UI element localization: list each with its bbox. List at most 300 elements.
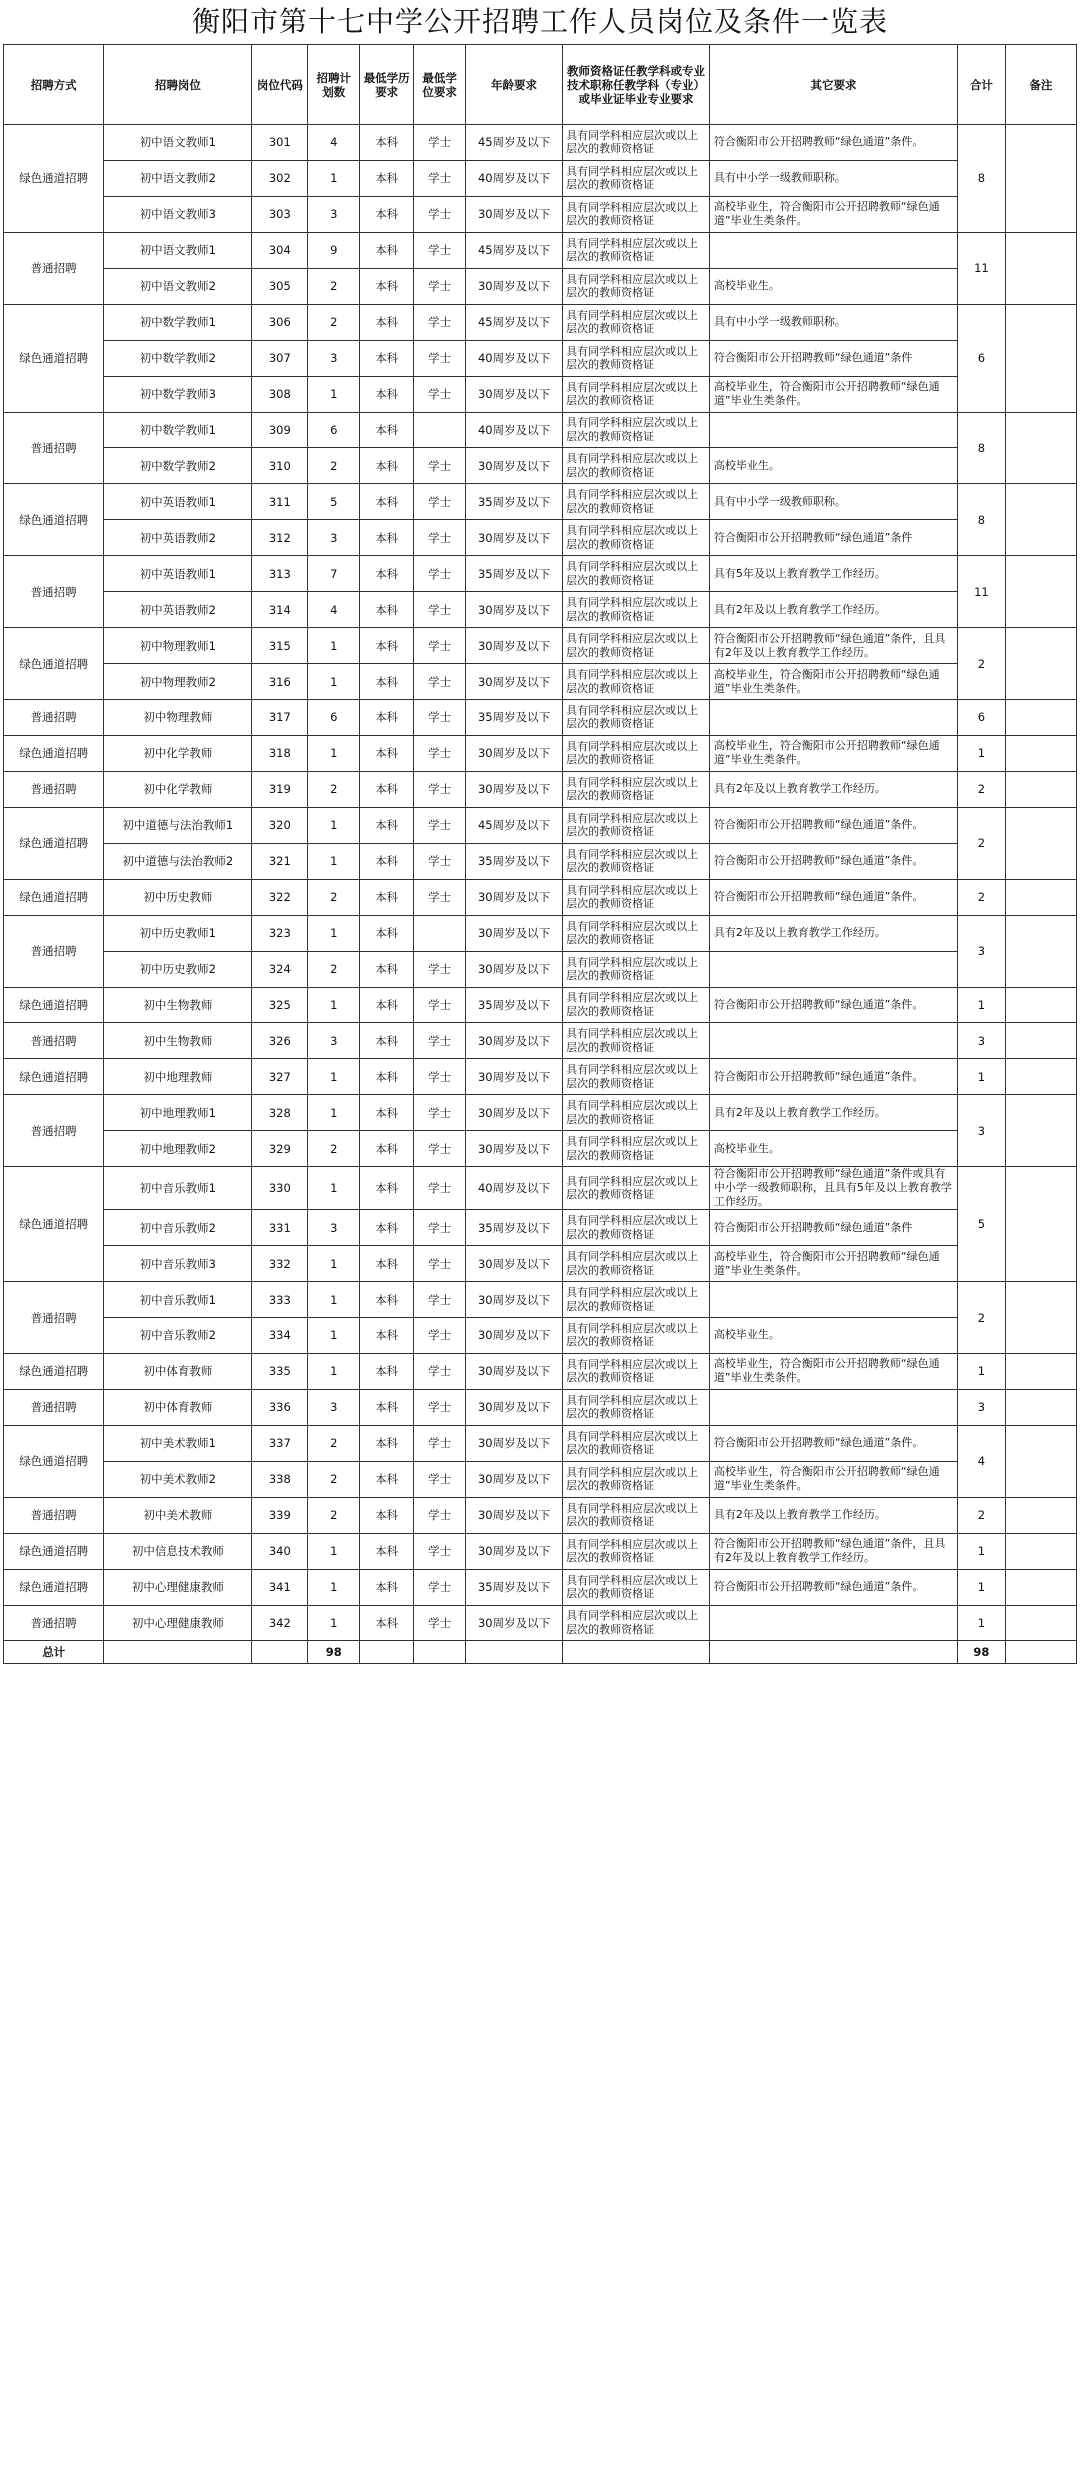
other-cell: 高校毕业生。 — [709, 268, 957, 304]
recruit-method-cell: 普通招聘 — [4, 412, 104, 484]
cert-cell: 具有同学科相应层次或以上层次的教师资格证 — [563, 1167, 710, 1210]
cert-cell: 具有同学科相应层次或以上层次的教师资格证 — [563, 664, 710, 700]
plan-cell: 3 — [308, 1210, 360, 1246]
table-row — [4, 1318, 1077, 1354]
cert-cell: 具有同学科相应层次或以上层次的教师资格证 — [563, 125, 710, 161]
post-cell: 初中信息技术教师 — [104, 1533, 252, 1569]
post-cell: 初中数学教师2 — [104, 340, 252, 376]
edu-cell: 本科 — [360, 771, 414, 807]
age-cell: 30周岁及以下 — [465, 1353, 562, 1389]
edu-cell: 本科 — [360, 879, 414, 915]
header-post: 招聘岗位 — [104, 45, 252, 125]
recruit-method-cell: 绿色通道招聘 — [4, 125, 104, 233]
code-cell: 334 — [252, 1318, 308, 1354]
degree-cell: 学士 — [414, 1461, 466, 1497]
degree-cell: 学士 — [414, 1605, 466, 1641]
degree-cell: 学士 — [414, 1318, 466, 1354]
edu-cell: 本科 — [360, 1497, 414, 1533]
group-sum-cell: 2 — [958, 879, 1005, 915]
other-cell: 高校毕业生，符合衡阳市公开招聘教师“绿色通道”毕业生类条件。 — [709, 376, 957, 412]
total-empty — [104, 1641, 252, 1664]
post-cell: 初中体育教师 — [104, 1389, 252, 1425]
code-cell: 330 — [252, 1167, 308, 1210]
recruit-method-cell: 绿色通道招聘 — [4, 807, 104, 879]
cert-cell: 具有同学科相应层次或以上层次的教师资格证 — [563, 268, 710, 304]
plan-cell: 2 — [308, 951, 360, 987]
plan-cell: 2 — [308, 1497, 360, 1533]
note-cell — [1005, 1425, 1076, 1497]
table-row — [4, 232, 1077, 268]
code-cell: 327 — [252, 1059, 308, 1095]
cert-cell: 具有同学科相应层次或以上层次的教师资格证 — [563, 1131, 710, 1167]
note-cell — [1005, 1167, 1076, 1282]
post-cell: 初中历史教师2 — [104, 951, 252, 987]
other-cell — [709, 1282, 957, 1318]
code-cell: 322 — [252, 879, 308, 915]
post-cell: 初中音乐教师1 — [104, 1282, 252, 1318]
degree-cell: 学士 — [414, 125, 466, 161]
edu-cell: 本科 — [360, 843, 414, 879]
plan-cell: 2 — [308, 1425, 360, 1461]
degree-cell — [414, 915, 466, 951]
table-row — [4, 1497, 1077, 1533]
table-row — [4, 1605, 1077, 1641]
post-cell: 初中英语教师2 — [104, 592, 252, 628]
header-note: 备注 — [1005, 45, 1076, 125]
code-cell: 342 — [252, 1605, 308, 1641]
plan-cell: 3 — [308, 340, 360, 376]
note-cell — [1005, 628, 1076, 700]
post-cell: 初中音乐教师3 — [104, 1246, 252, 1282]
other-cell: 具有2年及以上教育教学工作经历。 — [709, 1497, 957, 1533]
other-cell — [709, 951, 957, 987]
edu-cell: 本科 — [360, 807, 414, 843]
table-row — [4, 1210, 1077, 1246]
table-row — [4, 1095, 1077, 1131]
edu-cell: 本科 — [360, 735, 414, 771]
table-row — [4, 879, 1077, 915]
post-cell: 初中数学教师1 — [104, 412, 252, 448]
note-cell — [1005, 879, 1076, 915]
code-cell: 321 — [252, 843, 308, 879]
degree-cell: 学士 — [414, 1210, 466, 1246]
code-cell: 311 — [252, 484, 308, 520]
degree-cell: 学士 — [414, 592, 466, 628]
plan-cell: 6 — [308, 412, 360, 448]
other-cell: 符合衡阳市公开招聘教师“绿色通道”条件。 — [709, 125, 957, 161]
age-cell: 30周岁及以下 — [465, 448, 562, 484]
table-row — [4, 700, 1077, 736]
post-cell: 初中美术教师2 — [104, 1461, 252, 1497]
plan-cell: 1 — [308, 1282, 360, 1318]
degree-cell: 学士 — [414, 1167, 466, 1210]
table-row — [4, 196, 1077, 232]
table-row — [4, 735, 1077, 771]
plan-cell: 7 — [308, 556, 360, 592]
code-cell: 324 — [252, 951, 308, 987]
plan-cell: 2 — [308, 448, 360, 484]
cert-cell: 具有同学科相应层次或以上层次的教师资格证 — [563, 951, 710, 987]
table-row — [4, 1282, 1077, 1318]
post-cell: 初中历史教师1 — [104, 915, 252, 951]
plan-cell: 2 — [308, 1131, 360, 1167]
cert-cell: 具有同学科相应层次或以上层次的教师资格证 — [563, 735, 710, 771]
group-sum-cell: 6 — [958, 304, 1005, 412]
group-sum-cell: 6 — [958, 700, 1005, 736]
group-sum-cell: 8 — [958, 412, 1005, 484]
table-row — [4, 987, 1077, 1023]
header-edu: 最低学历要求 — [360, 45, 414, 125]
age-cell: 35周岁及以下 — [465, 1210, 562, 1246]
recruit-method-cell: 普通招聘 — [4, 915, 104, 987]
edu-cell: 本科 — [360, 592, 414, 628]
header-other: 其它要求 — [709, 45, 957, 125]
age-cell: 30周岁及以下 — [465, 1282, 562, 1318]
table-row — [4, 412, 1077, 448]
recruit-method-cell: 普通招聘 — [4, 232, 104, 304]
age-cell: 30周岁及以下 — [465, 196, 562, 232]
table-row — [4, 520, 1077, 556]
cert-cell: 具有同学科相应层次或以上层次的教师资格证 — [563, 843, 710, 879]
age-cell: 30周岁及以下 — [465, 268, 562, 304]
cert-cell: 具有同学科相应层次或以上层次的教师资格证 — [563, 592, 710, 628]
edu-cell: 本科 — [360, 340, 414, 376]
edu-cell: 本科 — [360, 484, 414, 520]
total-empty — [1005, 1641, 1076, 1664]
plan-cell: 1 — [308, 1605, 360, 1641]
plan-cell: 1 — [308, 160, 360, 196]
code-cell: 325 — [252, 987, 308, 1023]
age-cell: 30周岁及以下 — [465, 1095, 562, 1131]
header-code: 岗位代码 — [252, 45, 308, 125]
recruit-method-cell: 普通招聘 — [4, 700, 104, 736]
recruit-method-cell: 绿色通道招聘 — [4, 879, 104, 915]
age-cell: 30周岁及以下 — [465, 1497, 562, 1533]
post-cell: 初中语文教师2 — [104, 160, 252, 196]
degree-cell: 学士 — [414, 520, 466, 556]
table-row — [4, 340, 1077, 376]
edu-cell: 本科 — [360, 1605, 414, 1641]
post-cell: 初中物理教师1 — [104, 628, 252, 664]
recruit-method-cell: 普通招聘 — [4, 771, 104, 807]
post-cell: 初中生物教师 — [104, 987, 252, 1023]
plan-cell: 1 — [308, 664, 360, 700]
degree-cell: 学士 — [414, 1095, 466, 1131]
age-cell: 30周岁及以下 — [465, 735, 562, 771]
edu-cell: 本科 — [360, 304, 414, 340]
recruit-method-cell: 绿色通道招聘 — [4, 628, 104, 700]
code-cell: 335 — [252, 1353, 308, 1389]
total-empty — [252, 1641, 308, 1664]
recruit-method-cell: 普通招聘 — [4, 1282, 104, 1354]
table-row — [4, 160, 1077, 196]
age-cell: 30周岁及以下 — [465, 951, 562, 987]
code-cell: 308 — [252, 376, 308, 412]
other-cell: 符合衡阳市公开招聘教师“绿色通道”条件，且具有2年及以上教育教学工作经历。 — [709, 628, 957, 664]
edu-cell: 本科 — [360, 1059, 414, 1095]
post-cell: 初中语文教师1 — [104, 232, 252, 268]
age-cell: 45周岁及以下 — [465, 807, 562, 843]
cert-cell: 具有同学科相应层次或以上层次的教师资格证 — [563, 1605, 710, 1641]
cert-cell: 具有同学科相应层次或以上层次的教师资格证 — [563, 520, 710, 556]
group-sum-cell: 11 — [958, 556, 1005, 628]
recruit-method-cell: 绿色通道招聘 — [4, 1353, 104, 1389]
table-row — [4, 592, 1077, 628]
recruit-method-cell: 普通招聘 — [4, 1605, 104, 1641]
degree-cell: 学士 — [414, 1059, 466, 1095]
post-cell: 初中道德与法治教师2 — [104, 843, 252, 879]
other-cell: 符合衡阳市公开招聘教师“绿色通道”条件 — [709, 1210, 957, 1246]
total-empty — [563, 1641, 710, 1664]
post-cell: 初中数学教师3 — [104, 376, 252, 412]
plan-cell: 1 — [308, 843, 360, 879]
code-cell: 301 — [252, 125, 308, 161]
post-cell: 初中数学教师1 — [104, 304, 252, 340]
table-row — [4, 1533, 1077, 1569]
recruit-method-cell: 绿色通道招聘 — [4, 1569, 104, 1605]
recruit-method-cell: 绿色通道招聘 — [4, 1533, 104, 1569]
degree-cell: 学士 — [414, 951, 466, 987]
other-cell: 高校毕业生。 — [709, 1318, 957, 1354]
age-cell: 30周岁及以下 — [465, 1533, 562, 1569]
degree-cell — [414, 412, 466, 448]
note-cell — [1005, 735, 1076, 771]
code-cell: 315 — [252, 628, 308, 664]
table-row — [4, 484, 1077, 520]
plan-cell: 3 — [308, 1389, 360, 1425]
cert-cell: 具有同学科相应层次或以上层次的教师资格证 — [563, 628, 710, 664]
total-sum: 98 — [958, 1641, 1005, 1664]
table-row — [4, 1246, 1077, 1282]
post-cell: 初中物理教师 — [104, 700, 252, 736]
other-cell — [709, 1023, 957, 1059]
age-cell: 30周岁及以下 — [465, 915, 562, 951]
plan-cell: 2 — [308, 879, 360, 915]
code-cell: 329 — [252, 1131, 308, 1167]
other-cell: 具有中小学一级教师职称。 — [709, 304, 957, 340]
cert-cell: 具有同学科相应层次或以上层次的教师资格证 — [563, 556, 710, 592]
table-row — [4, 1131, 1077, 1167]
group-sum-cell: 8 — [958, 484, 1005, 556]
code-cell: 326 — [252, 1023, 308, 1059]
group-sum-cell: 3 — [958, 1023, 1005, 1059]
table-row — [4, 1425, 1077, 1461]
header-plan: 招聘计划数 — [308, 45, 360, 125]
degree-cell: 学士 — [414, 556, 466, 592]
cert-cell: 具有同学科相应层次或以上层次的教师资格证 — [563, 340, 710, 376]
group-sum-cell: 2 — [958, 628, 1005, 700]
age-cell: 35周岁及以下 — [465, 556, 562, 592]
code-cell: 304 — [252, 232, 308, 268]
recruit-method-cell: 普通招聘 — [4, 1023, 104, 1059]
degree-cell: 学士 — [414, 160, 466, 196]
other-cell: 具有2年及以上教育教学工作经历。 — [709, 592, 957, 628]
plan-cell: 1 — [308, 807, 360, 843]
degree-cell: 学士 — [414, 843, 466, 879]
edu-cell: 本科 — [360, 376, 414, 412]
other-cell: 具有中小学一级教师职称。 — [709, 160, 957, 196]
cert-cell: 具有同学科相应层次或以上层次的教师资格证 — [563, 412, 710, 448]
plan-cell: 1 — [308, 1095, 360, 1131]
note-cell — [1005, 1282, 1076, 1354]
note-cell — [1005, 1605, 1076, 1641]
cert-cell: 具有同学科相应层次或以上层次的教师资格证 — [563, 1533, 710, 1569]
post-cell: 初中音乐教师2 — [104, 1318, 252, 1354]
total-empty — [414, 1641, 466, 1664]
total-row — [4, 1641, 1077, 1664]
code-cell: 331 — [252, 1210, 308, 1246]
group-sum-cell: 1 — [958, 1353, 1005, 1389]
header-degree: 最低学位要求 — [414, 45, 466, 125]
edu-cell: 本科 — [360, 1389, 414, 1425]
edu-cell: 本科 — [360, 664, 414, 700]
age-cell: 30周岁及以下 — [465, 628, 562, 664]
plan-cell: 6 — [308, 700, 360, 736]
cert-cell: 具有同学科相应层次或以上层次的教师资格证 — [563, 1389, 710, 1425]
degree-cell: 学士 — [414, 1569, 466, 1605]
group-sum-cell: 1 — [958, 1569, 1005, 1605]
plan-cell: 4 — [308, 592, 360, 628]
table-row — [4, 915, 1077, 951]
other-cell: 符合衡阳市公开招聘教师“绿色通道”条件。 — [709, 879, 957, 915]
note-cell — [1005, 771, 1076, 807]
note-cell — [1005, 304, 1076, 412]
degree-cell: 学士 — [414, 1131, 466, 1167]
table-body — [4, 125, 1077, 1641]
age-cell: 30周岁及以下 — [465, 1059, 562, 1095]
cert-cell: 具有同学科相应层次或以上层次的教师资格证 — [563, 915, 710, 951]
post-cell: 初中音乐教师1 — [104, 1167, 252, 1210]
degree-cell: 学士 — [414, 1389, 466, 1425]
group-sum-cell: 2 — [958, 807, 1005, 879]
degree-cell: 学士 — [414, 879, 466, 915]
degree-cell: 学士 — [414, 376, 466, 412]
recruit-method-cell: 绿色通道招聘 — [4, 304, 104, 412]
plan-cell: 4 — [308, 125, 360, 161]
table-header-row — [4, 45, 1077, 125]
degree-cell: 学士 — [414, 484, 466, 520]
group-sum-cell: 1 — [958, 1059, 1005, 1095]
post-cell: 初中音乐教师2 — [104, 1210, 252, 1246]
age-cell: 30周岁及以下 — [465, 1023, 562, 1059]
other-cell: 符合衡阳市公开招聘教师“绿色通道”条件。 — [709, 1059, 957, 1095]
age-cell: 30周岁及以下 — [465, 664, 562, 700]
plan-cell: 1 — [308, 915, 360, 951]
post-cell: 初中心理健康教师 — [104, 1605, 252, 1641]
edu-cell: 本科 — [360, 1246, 414, 1282]
plan-cell: 1 — [308, 1059, 360, 1095]
post-cell: 初中化学教师 — [104, 771, 252, 807]
code-cell: 320 — [252, 807, 308, 843]
other-cell: 具有5年及以上教育教学工作经历。 — [709, 556, 957, 592]
cert-cell: 具有同学科相应层次或以上层次的教师资格证 — [563, 1318, 710, 1354]
post-cell: 初中化学教师 — [104, 735, 252, 771]
age-cell: 40周岁及以下 — [465, 160, 562, 196]
plan-cell: 1 — [308, 1353, 360, 1389]
post-cell: 初中语文教师1 — [104, 125, 252, 161]
other-cell: 符合衡阳市公开招聘教师“绿色通道”条件 — [709, 520, 957, 556]
table-row — [4, 1023, 1077, 1059]
post-cell: 初中地理教师1 — [104, 1095, 252, 1131]
table-row — [4, 1059, 1077, 1095]
cert-cell: 具有同学科相应层次或以上层次的教师资格证 — [563, 1246, 710, 1282]
post-cell: 初中英语教师2 — [104, 520, 252, 556]
age-cell: 40周岁及以下 — [465, 1167, 562, 1210]
other-cell: 符合衡阳市公开招聘教师“绿色通道”条件。 — [709, 843, 957, 879]
code-cell: 317 — [252, 700, 308, 736]
other-cell: 高校毕业生，符合衡阳市公开招聘教师“绿色通道”毕业生类条件。 — [709, 1461, 957, 1497]
plan-cell: 2 — [308, 771, 360, 807]
group-sum-cell: 2 — [958, 1282, 1005, 1354]
cert-cell: 具有同学科相应层次或以上层次的教师资格证 — [563, 1497, 710, 1533]
plan-cell: 2 — [308, 1461, 360, 1497]
age-cell: 30周岁及以下 — [465, 520, 562, 556]
degree-cell: 学士 — [414, 628, 466, 664]
code-cell: 312 — [252, 520, 308, 556]
edu-cell: 本科 — [360, 448, 414, 484]
degree-cell: 学士 — [414, 232, 466, 268]
total-empty — [360, 1641, 414, 1664]
degree-cell: 学士 — [414, 304, 466, 340]
code-cell: 314 — [252, 592, 308, 628]
total-empty — [465, 1641, 562, 1664]
cert-cell: 具有同学科相应层次或以上层次的教师资格证 — [563, 484, 710, 520]
code-cell: 339 — [252, 1497, 308, 1533]
plan-cell: 3 — [308, 1023, 360, 1059]
other-cell: 符合衡阳市公开招聘教师“绿色通道”条件。 — [709, 1569, 957, 1605]
group-sum-cell: 3 — [958, 1095, 1005, 1167]
group-sum-cell: 5 — [958, 1167, 1005, 1282]
plan-cell: 1 — [308, 628, 360, 664]
degree-cell: 学士 — [414, 1023, 466, 1059]
age-cell: 45周岁及以下 — [465, 125, 562, 161]
note-cell — [1005, 1497, 1076, 1533]
age-cell: 30周岁及以下 — [465, 771, 562, 807]
degree-cell: 学士 — [414, 448, 466, 484]
recruit-method-cell: 普通招聘 — [4, 1095, 104, 1167]
table-row — [4, 1353, 1077, 1389]
edu-cell: 本科 — [360, 160, 414, 196]
plan-cell: 2 — [308, 304, 360, 340]
note-cell — [1005, 1389, 1076, 1425]
table-row — [4, 771, 1077, 807]
cert-cell: 具有同学科相应层次或以上层次的教师资格证 — [563, 807, 710, 843]
cert-cell: 具有同学科相应层次或以上层次的教师资格证 — [563, 232, 710, 268]
table-row — [4, 448, 1077, 484]
cert-cell: 具有同学科相应层次或以上层次的教师资格证 — [563, 700, 710, 736]
post-cell: 初中语文教师2 — [104, 268, 252, 304]
cert-cell: 具有同学科相应层次或以上层次的教师资格证 — [563, 1059, 710, 1095]
degree-cell: 学士 — [414, 1353, 466, 1389]
cert-cell: 具有同学科相应层次或以上层次的教师资格证 — [563, 771, 710, 807]
other-cell: 符合衡阳市公开招聘教师“绿色通道”条件，且具有2年及以上教育教学工作经历。 — [709, 1533, 957, 1569]
note-cell — [1005, 1059, 1076, 1095]
age-cell: 30周岁及以下 — [465, 879, 562, 915]
table-row — [4, 807, 1077, 843]
cert-cell: 具有同学科相应层次或以上层次的教师资格证 — [563, 448, 710, 484]
table-row — [4, 1389, 1077, 1425]
code-cell: 310 — [252, 448, 308, 484]
note-cell — [1005, 484, 1076, 556]
cert-cell: 具有同学科相应层次或以上层次的教师资格证 — [563, 1353, 710, 1389]
age-cell: 35周岁及以下 — [465, 700, 562, 736]
cert-cell: 具有同学科相应层次或以上层次的教师资格证 — [563, 304, 710, 340]
plan-cell: 1 — [308, 1318, 360, 1354]
age-cell: 30周岁及以下 — [465, 376, 562, 412]
edu-cell: 本科 — [360, 1318, 414, 1354]
edu-cell: 本科 — [360, 700, 414, 736]
post-cell: 初中道德与法治教师1 — [104, 807, 252, 843]
